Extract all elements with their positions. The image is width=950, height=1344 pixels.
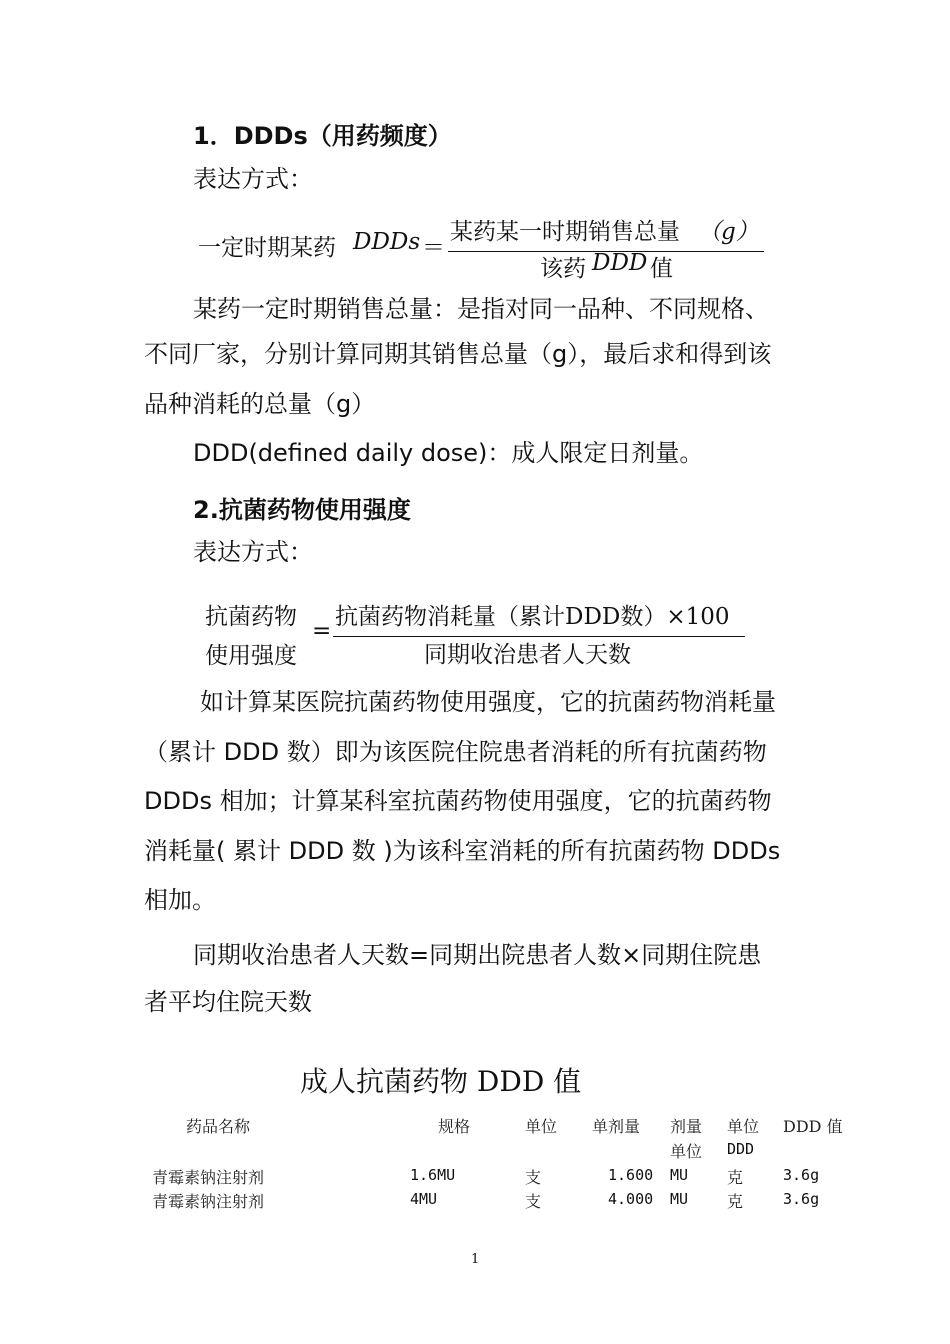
formula1-lhs-var: DDDs (353, 229, 421, 255)
formula1-denominator-prefix: 该药 (540, 256, 586, 282)
para3-line2: 者平均住院天数 (144, 988, 312, 1016)
para2-line2: （累计 DDD 数）即为该医院住院患者消耗的所有抗菌药物 (144, 738, 767, 766)
para2-line1: 如计算某医院抗菌药物使用强度，它的抗菌药物消耗量 (200, 688, 776, 716)
cell-ddd-value: 3.6g (783, 1166, 820, 1184)
formula2-denominator: 同期收治患者人天数 (424, 642, 631, 668)
th-ddd-unit-2: DDD (727, 1140, 755, 1158)
ddd-definition: DDD(defined daily dose)：成人限定日剂量。 (193, 439, 704, 467)
para2-line3: DDDs 相加；计算某科室抗菌药物使用强度，它的抗菌药物 (144, 787, 772, 815)
section1-expr-label: 表达方式： (193, 165, 313, 193)
table-title-bold: 成人 (300, 1065, 357, 1098)
cell-unit: 支 (525, 1168, 542, 1187)
th-ddd-unit-1: 单位 (727, 1117, 760, 1136)
section2-heading: 2.抗菌药物使用强度 (193, 496, 411, 524)
section1-heading: 1．DDDs（用药频度） (193, 122, 452, 150)
formula1-numerator: 某药某一时期销售总量 (450, 219, 680, 245)
th-spec: 规格 (438, 1117, 471, 1136)
para2-line4: 消耗量( 累计 DDD 数 )为该科室消耗的所有抗菌药物 DDDs (144, 837, 781, 865)
cell-single-dose: 1.600 (608, 1166, 654, 1184)
table-title-rest: 抗菌药物 DDD 值 (356, 1065, 582, 1098)
para3-line1: 同期收治患者人天数=同期出院患者人数×同期住院患 (193, 941, 762, 969)
formula1-denominator-suffix: 值 (650, 256, 673, 282)
cell-single-dose: 4.000 (608, 1190, 654, 1208)
table-title (300, 1060, 581, 1100)
section2-expr-label: 表达方式： (193, 538, 313, 566)
cell-dose-unit: MU (670, 1166, 689, 1184)
th-ddd-value: DDD 值 (783, 1117, 843, 1136)
cell-name: 青霉素钠注射剂 (152, 1192, 265, 1211)
para2-line5: 相加。 (144, 886, 216, 914)
formula1-eq: ＝ (422, 235, 445, 261)
formula2-lhs-line1: 抗菌药物 (205, 604, 297, 630)
th-single-dose: 单剂量 (592, 1117, 641, 1136)
cell-name: 青霉素钠注射剂 (152, 1168, 265, 1187)
page-number: 1 (471, 1252, 480, 1267)
cell-ddd-unit: 克 (727, 1192, 744, 1211)
cell-unit: 支 (525, 1192, 542, 1211)
cell-ddd-value: 3.6g (783, 1190, 820, 1208)
cell-ddd-unit: 克 (727, 1168, 744, 1187)
formula1-numerator-unit: （g） (698, 219, 759, 245)
formula2-eq: = (312, 618, 332, 644)
para1-line1: 某药一定时期销售总量：是指对同一品种、不同规格、 (193, 295, 769, 323)
cell-spec: 1.6MU (410, 1166, 456, 1184)
cell-dose-unit: MU (670, 1190, 689, 1208)
para1-line2: 不同厂家，分别计算同期其销售总量（g），最后求和得到该 (144, 340, 772, 368)
para1-line3: 品种消耗的总量（g） (144, 390, 376, 418)
th-name: 药品名称 (186, 1117, 251, 1136)
cell-spec: 4MU (410, 1190, 438, 1208)
formula1-denominator-var: DDD (592, 250, 648, 276)
formula2-numerator: 抗菌药物消耗量（累计DDD数）×100 (335, 604, 730, 630)
th-dose-unit-1: 剂量 (670, 1117, 703, 1136)
th-dose-unit-2: 单位 (670, 1142, 703, 1161)
formula1-lhs: 一定时期某药 (198, 235, 336, 261)
formula2-lhs-line2: 使用强度 (205, 643, 297, 669)
th-unit: 单位 (525, 1117, 558, 1136)
